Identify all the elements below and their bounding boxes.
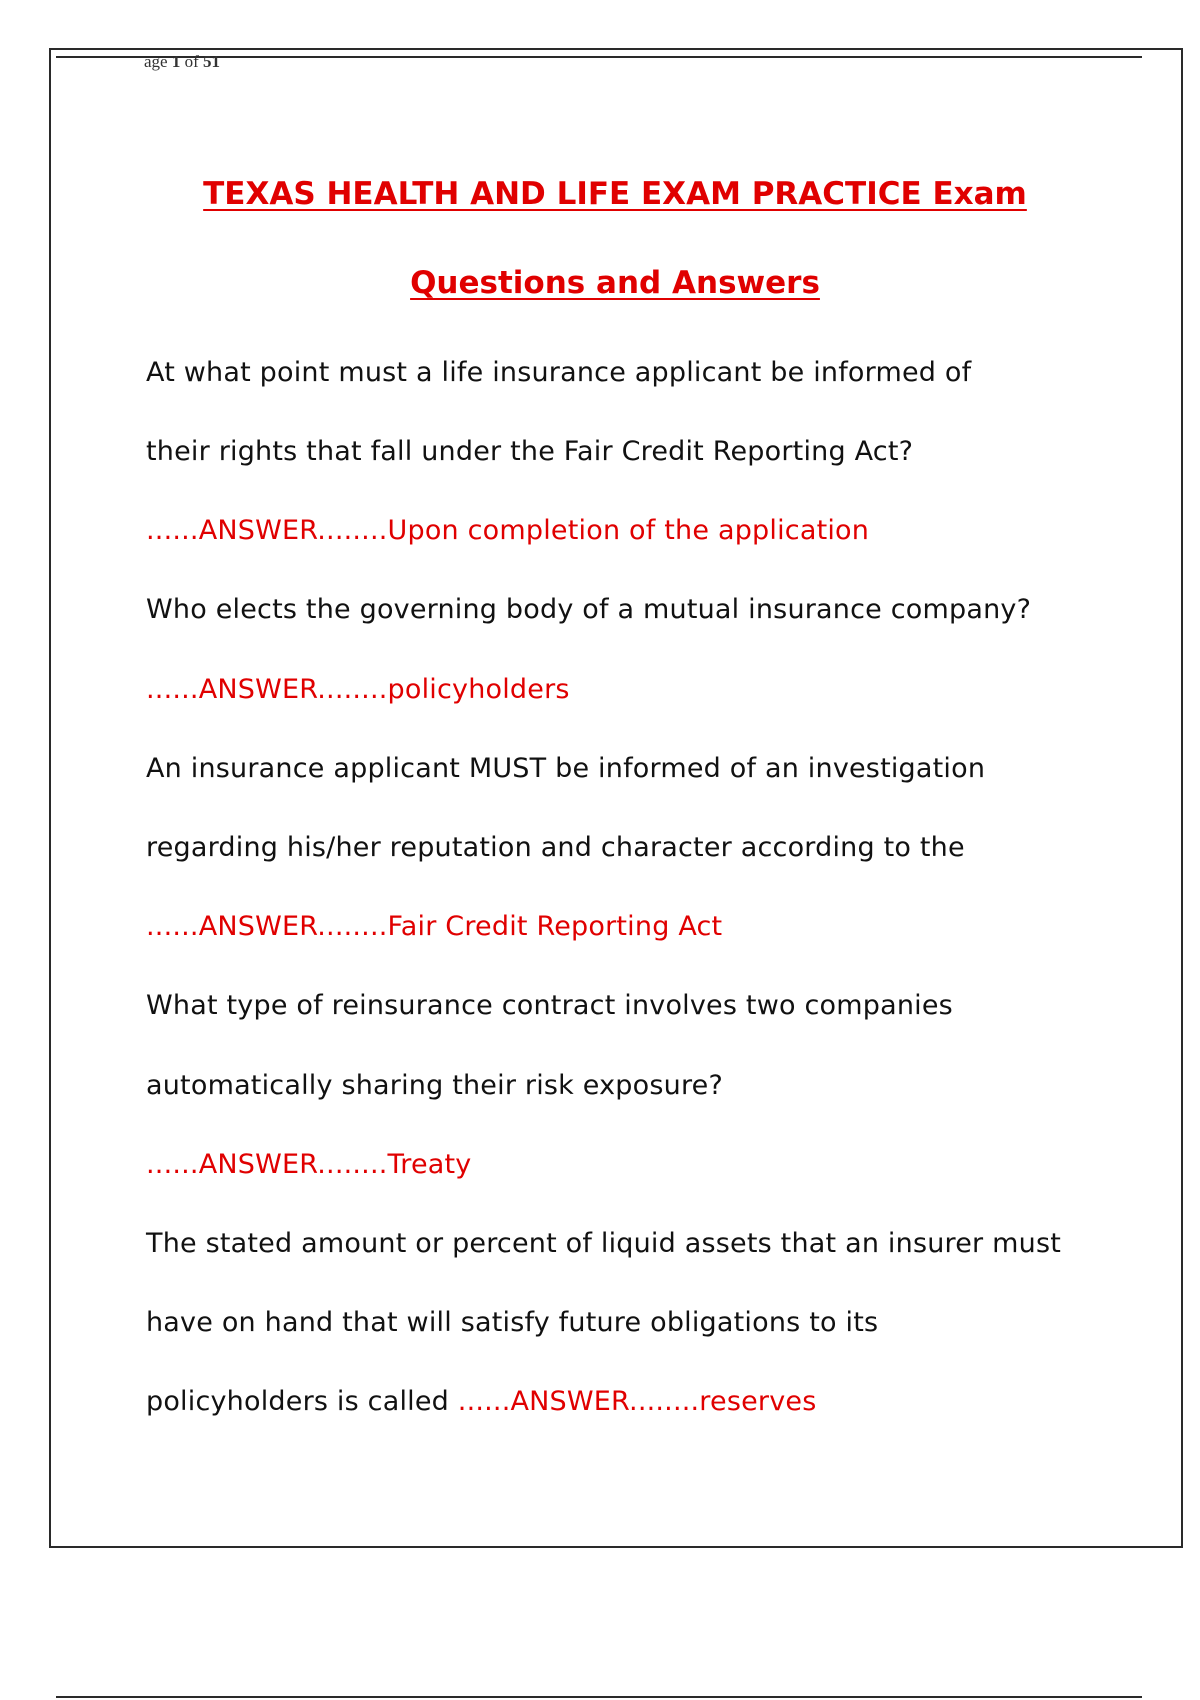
document-title: TEXAS HEALTH AND LIFE EXAM PRACTICE Exam — [203, 176, 1027, 212]
answer-5: ......ANSWER........reserves — [457, 1386, 817, 1417]
question-4-line-1: What type of reinsurance contract involves two companies — [146, 990, 953, 1021]
page-number-total: 51 — [203, 52, 221, 71]
page-number-current: 1 — [171, 52, 181, 71]
answer-1: ......ANSWER........Upon completion of the application — [146, 515, 870, 546]
page-number — [144, 52, 220, 72]
answer-2: ......ANSWER........policyholders — [146, 674, 570, 705]
question-5-line-2: have on hand that will satisfy future obligations to its — [146, 1307, 879, 1338]
question-3-line-2: regarding his/her reputation and character according to the — [146, 832, 965, 863]
document-subtitle: Questions and Answers — [410, 265, 820, 301]
question-5-line-3 — [146, 1385, 816, 1419]
question-5-line-3-text: policyholders is called — [146, 1386, 458, 1417]
question-1-line-2: their rights that fall under the Fair Credit Reporting Act? — [146, 436, 914, 467]
question-1-line-1: At what point must a life insurance applicant be informed of — [146, 357, 972, 388]
page-number-prefix: age — [144, 52, 172, 71]
answer-3: ......ANSWER........Fair Credit Reporting Act — [146, 911, 723, 942]
question-5-line-1: The stated amount or percent of liquid assets that an insurer must — [146, 1228, 1061, 1259]
question-3-line-1: An insurance applicant MUST be informed of an investigation — [146, 753, 986, 784]
answer-4: ......ANSWER........Treaty — [146, 1149, 472, 1180]
question-4-line-2: automatically sharing their risk exposure? — [146, 1070, 723, 1101]
bottom-rule — [56, 1696, 1142, 1698]
question-2-line-1: Who elects the governing body of a mutual insurance company? — [146, 594, 1032, 625]
page-number-sep: of — [180, 52, 204, 71]
